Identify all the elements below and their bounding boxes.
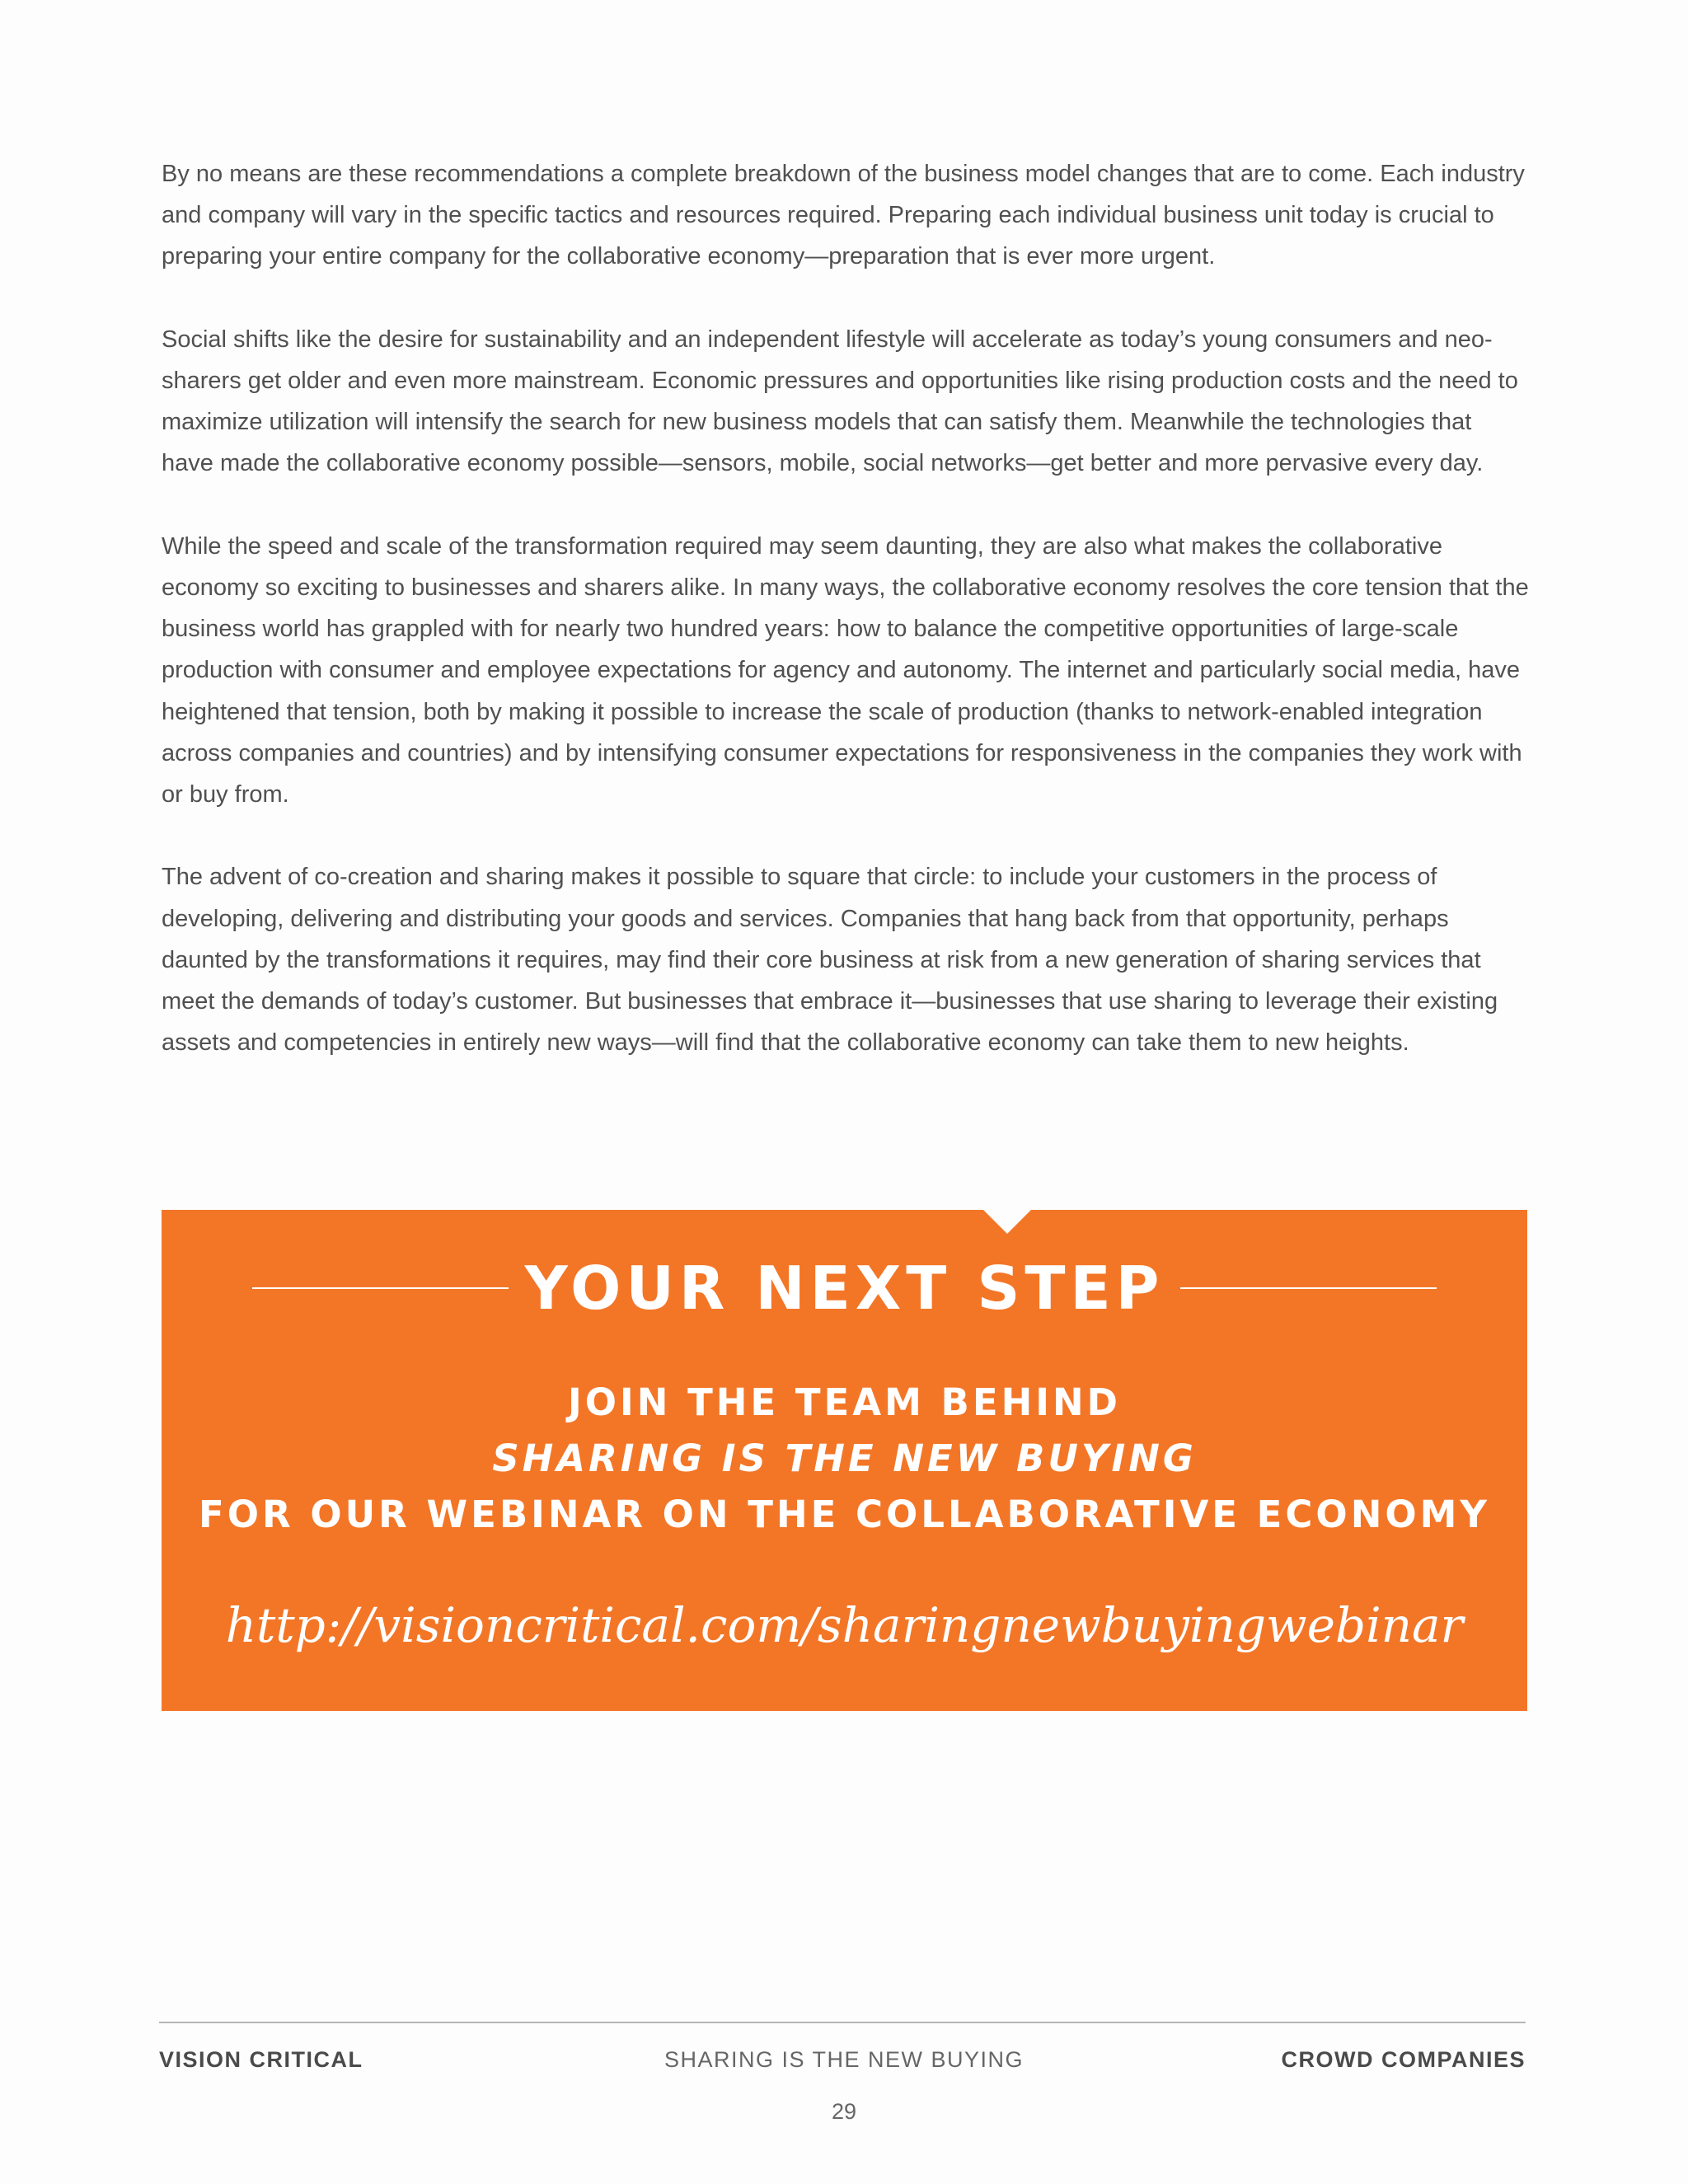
- body-text: [162, 153, 1530, 1105]
- footer-divider: [159, 2022, 1526, 2023]
- page-number: 29: [831, 2099, 857, 2124]
- banner-heading: YOUR NEXT STEP: [524, 1254, 1165, 1323]
- banner-heading-row: [252, 1251, 1437, 1325]
- footer-publication-title: SHARING IS THE NEW BUYING: [663, 2047, 1025, 2072]
- next-step-banner: [162, 1210, 1527, 1711]
- banner-line-2: SHARING IS THE NEW BUYING: [492, 1436, 1197, 1480]
- banner-message: [162, 1375, 1527, 1543]
- webinar-link[interactable]: http://visioncritical.com/sharingnewbuyingwebinar: [225, 1597, 1464, 1653]
- footer-vision-critical: VISION CRITICAL: [159, 2047, 363, 2072]
- banner-line-3: FOR OUR WEBINAR ON THE COLLABORATIVE ECONOMY: [199, 1493, 1490, 1536]
- paragraph-3: While the speed and scale of the transformation required may seem daunting, they are also what makes the collaborative economy so exciting to businesses and sharers alike. In many ways, the collaborative economy resolves the core tension that the business world has grappled with for nearly two hundred years: how to balance the competitive opportunities of large-scale production with consumer and employee expectations for agency and autonomy. The internet and particularly social media, have heightened that tension, both by making it possible to increase the scale of production (thanks to network-enabled integration across companies and countries) and by intensifying consumer expectations for responsiveness in the companies they work with or buy from.: [162, 532, 1529, 808]
- paragraph-1: By no means are these recommendations a complete breakdown of the business model changes that are to come. Each industry and company will vary in the specific tactics and resources required. Preparing each individual business unit today is crucial to preparing your entire company for the collaborative economy—preparation that is ever more urgent.: [162, 161, 1525, 270]
- paragraph-2: Social shifts like the desire for sustainability and an independent lifestyle will accelerate as today’s young consumers and neo-sharers get older and even more mainstream. Economic pressures and opportunities like rising production costs and the need to maximize utilization will intensify the search for new business models that can satisfy them. Meanwhile the technologies that have made the collaborative economy possible—sensors, mobile, social networks—get better and more pervasive every day.: [162, 326, 1518, 477]
- footer-crowd-companies: CROWD COMPANIES: [1281, 2047, 1526, 2072]
- paragraph-4: The advent of co-creation and sharing makes it possible to square that circle: to include your customers in the process of developing, delivering and distributing your goods and services. Companies that hang back from that opportunity, perhaps daunted by the transformations it requires, may find their core business at risk from a new generation of sharing services that meet the demands of today’s customer. But businesses that embrace it—businesses that use sharing to leverage their existing assets and competencies in entirely new ways—will find that the collaborative economy can take them to new heights.: [162, 864, 1498, 1057]
- heading-rule-left: [252, 1287, 509, 1289]
- banner-notch: [982, 1209, 1032, 1234]
- heading-rule-right: [1180, 1287, 1437, 1289]
- banner-line-1: JOIN THE TEAM BEHIND: [568, 1380, 1121, 1424]
